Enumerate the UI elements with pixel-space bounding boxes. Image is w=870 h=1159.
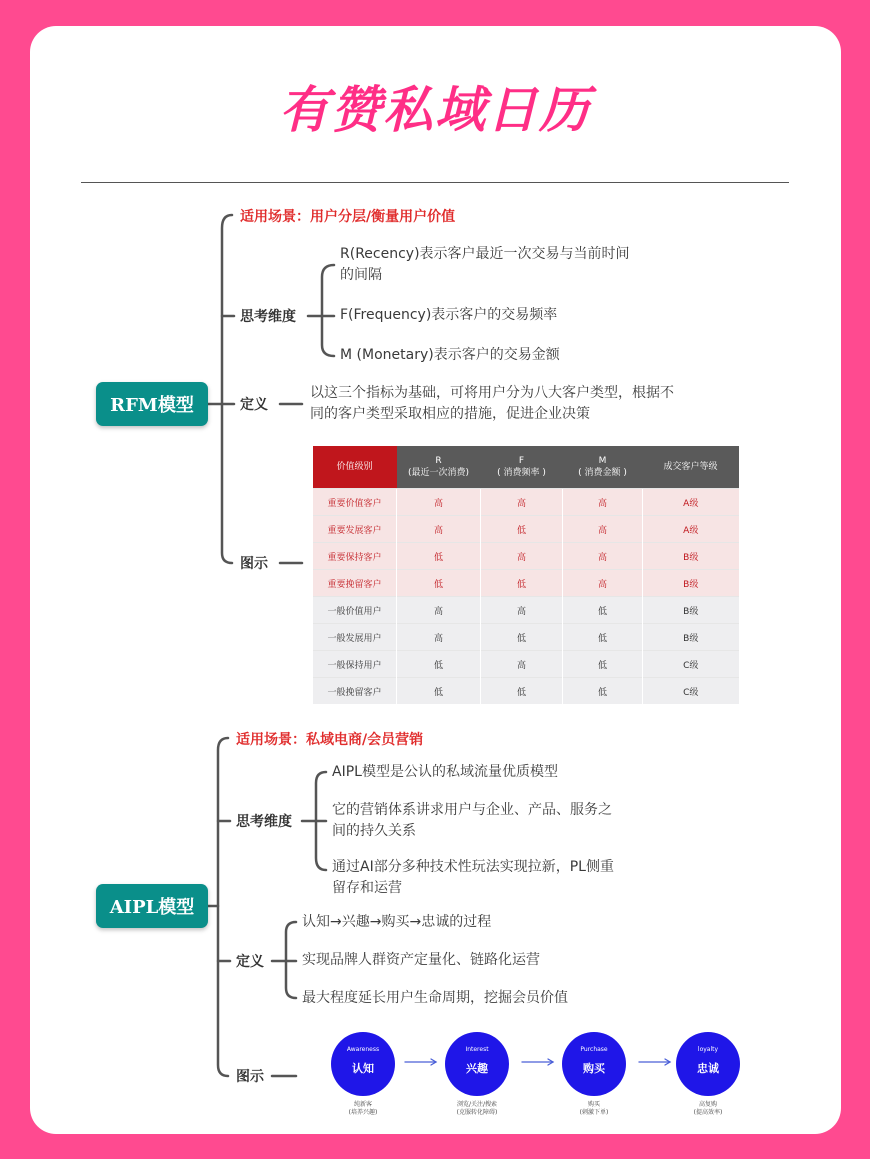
stage-loyalty-circle: loyalty 忠诚 — [676, 1032, 740, 1096]
table-row: 一般保持用户 低 高 低 C级 — [313, 651, 739, 678]
rfm-dimension-label: 思考维度 — [240, 309, 296, 325]
rfm-model-node: RFM模型 — [96, 382, 208, 426]
aipl-dimension-2: 它的营销体系讲求用户与企业、产品、服务之间的持久关系 — [332, 802, 612, 839]
rfm-definition-text: 以这三个指标为基础，可将用户分为八大客户类型，根据不同的客户类型采取相应的措施，促进企业决策 — [310, 385, 674, 422]
rfm-dimension-m: M (Monetary)表示客户的交易金额 — [340, 347, 560, 363]
stage-awareness-caption: 纯新客 (培养兴趣) — [348, 1101, 378, 1116]
table-row: 一般挽留客户 低 低 低 C级 — [313, 678, 739, 705]
aipl-model-node: AIPL模型 — [96, 884, 208, 928]
table-row: 重要发展客户 高 低 高 A级 — [313, 516, 739, 543]
aipl-figure-label: 图示 — [236, 1069, 264, 1085]
rfm-figure-label: 图示 — [240, 556, 268, 572]
aipl-dimension-3: 通过AI部分多种技术性玩法实现拉新，PL侧重留存和运营 — [332, 859, 614, 896]
aipl-scenario: 适用场景：私域电商/会员营销 — [236, 732, 424, 748]
stage-purchase-circle: Purchase 购买 — [562, 1032, 626, 1096]
rfm-header-grade: 成交客户等级 — [643, 446, 739, 489]
aipl-definition-2: 实现品牌人群资产定量化、链路化运营 — [302, 952, 540, 968]
stage-purchase-caption: 购买 (刺激下单) — [579, 1101, 609, 1116]
rfm-header-r: R (最近一次消费) — [397, 446, 481, 489]
rfm-header-m: M ( 消费金额 ) — [563, 446, 643, 489]
stage-awareness-circle: Awareness 认知 — [331, 1032, 395, 1096]
aipl-definition-3: 最大程度延长用户生命周期，挖掘会员价值 — [302, 990, 568, 1006]
rfm-definition-label: 定义 — [240, 397, 268, 413]
aipl-dimension-1: AIPL模型是公认的私域流量优质模型 — [332, 764, 558, 780]
table-row: 一般价值用户 高 高 低 B级 — [313, 597, 739, 624]
rfm-scenario: 适用场景：用户分层/衡量用户价值 — [240, 209, 456, 225]
aipl-definition-label: 定义 — [236, 954, 264, 970]
stage-interest-caption: 浏览/关注/搜索 (克服转化障碍) — [456, 1101, 498, 1116]
rfm-table-header-row — [313, 446, 739, 489]
table-row: 重要保持客户 低 高 高 B级 — [313, 543, 739, 570]
rfm-dimension-f: F(Frequency)表示客户的交易频率 — [340, 307, 558, 323]
stage-interest-circle: Interest 兴趣 — [445, 1032, 509, 1096]
aipl-dimension-label: 思考维度 — [236, 814, 292, 830]
rfm-table — [312, 446, 739, 704]
aipl-definition-1: 认知→兴趣→购买→忠诚的过程 — [302, 914, 492, 930]
page-title: 有赞私域日历 — [279, 81, 591, 139]
rfm-header-level: 价值级别 — [313, 446, 397, 489]
table-row: 重要挽留客户 低 低 高 B级 — [313, 570, 739, 597]
table-row: 一般发展用户 高 低 低 B级 — [313, 624, 739, 651]
rfm-dimension-r: R(Recency)表示客户最近一次交易与当前时间的间隔 — [340, 246, 630, 283]
rfm-header-f: F ( 消费频率 ) — [481, 446, 563, 489]
stage-loyalty-caption: 高复购 (提高效率) — [693, 1101, 723, 1116]
table-row: 重要价值客户 高 高 高 A级 — [313, 489, 739, 516]
